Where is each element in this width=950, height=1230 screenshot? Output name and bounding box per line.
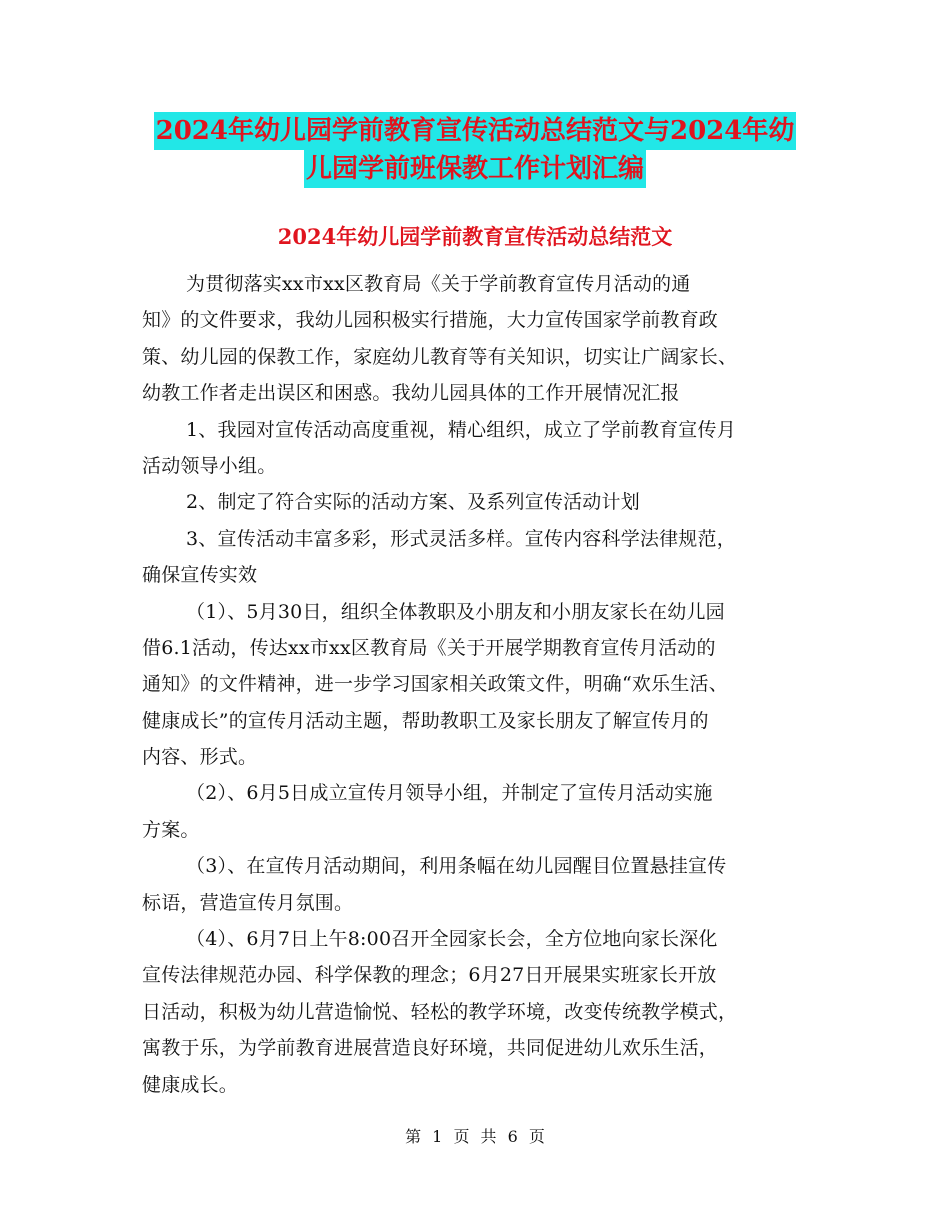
paragraph-line: 借6.1活动，传达xx市xx区教育局《关于开展学期教育宣传月活动的: [142, 636, 716, 659]
paragraph-line: 标语，营造宣传月氛围。: [142, 891, 354, 914]
paragraph-line: （3）、在宣传月活动期间，利用条幅在幼儿园醒目位置悬挂宣传: [186, 855, 727, 878]
paragraph-line: 健康成长。: [142, 1073, 239, 1096]
paragraph-line: 2、制定了符合实际的活动方案、及系列宣传活动计划: [186, 491, 640, 514]
paragraph-line: 寓教于乐，为学前教育进展营造良好环境，共同促进幼儿欢乐生活，: [142, 1037, 719, 1060]
paragraph-line: （4）、6月7日上午8:00召开全园家长会，全方位地向家长深化: [186, 928, 718, 951]
paragraph-line: 内容、形式。: [142, 746, 258, 769]
paragraph-line: （2）、6月5日成立宣传月领导小组，并制定了宣传月活动实施: [186, 782, 713, 805]
paragraph-line: 幼教工作者走出误区和困惑。我幼儿园具体的工作开展情况汇报: [142, 382, 680, 405]
paragraph-line: 1、我园对宣传活动高度重视，精心组织，成立了学前教育宣传月: [186, 418, 736, 441]
page-footer: 第 1 页 共 6 页: [405, 1127, 545, 1146]
paragraph-line: 知》的文件要求，我幼儿园积极实行措施，大力宣传国家学前教育政: [142, 309, 719, 332]
paragraph-line: 为贯彻落实xx市xx区教育局《关于学前教育宣传月活动的通: [186, 273, 691, 295]
paragraph-line: 通知》的文件精神，进一步学习国家相关政策文件，明确“欢乐生活、: [142, 673, 728, 696]
paragraph-line: 健康成长”的宣传月活动主题，帮助教职工及家长朋友了解宣传月的: [142, 709, 709, 732]
title-line-2: 儿园学前班保教工作计划汇编: [304, 150, 646, 188]
paragraph-line: （1）、5月30日，组织全体教职及小朋友和小朋友家长在幼儿园: [186, 600, 725, 623]
section-heading: 2024年幼儿园学前教育宣传活动总结范文: [277, 224, 673, 249]
document-title: [120, 112, 830, 188]
paragraph-line: 宣传法律规范办园、科学保教的理念；6月27日开展果实班家长开放: [142, 964, 717, 987]
paragraph-line: 方案。: [142, 818, 200, 841]
paragraph-line: 活动领导小组。: [142, 454, 277, 477]
paragraph-line: 策、幼儿园的保教工作，家庭幼儿教育等有关知识，切实让广阔家长、: [142, 345, 738, 368]
paragraph-line: 日活动，积极为幼儿营造愉悦、轻松的教学环境，改变传统教学模式，: [142, 1000, 738, 1023]
paragraph-line: 确保宣传实效: [142, 564, 258, 587]
paragraph-line: 3、宣传活动丰富多彩，形式灵活多样。宣传内容科学法律规范，: [186, 527, 736, 550]
document-body: [142, 266, 810, 1103]
title-line-1: 2024年幼儿园学前教育宣传活动总结范文与2024年幼: [154, 112, 797, 150]
